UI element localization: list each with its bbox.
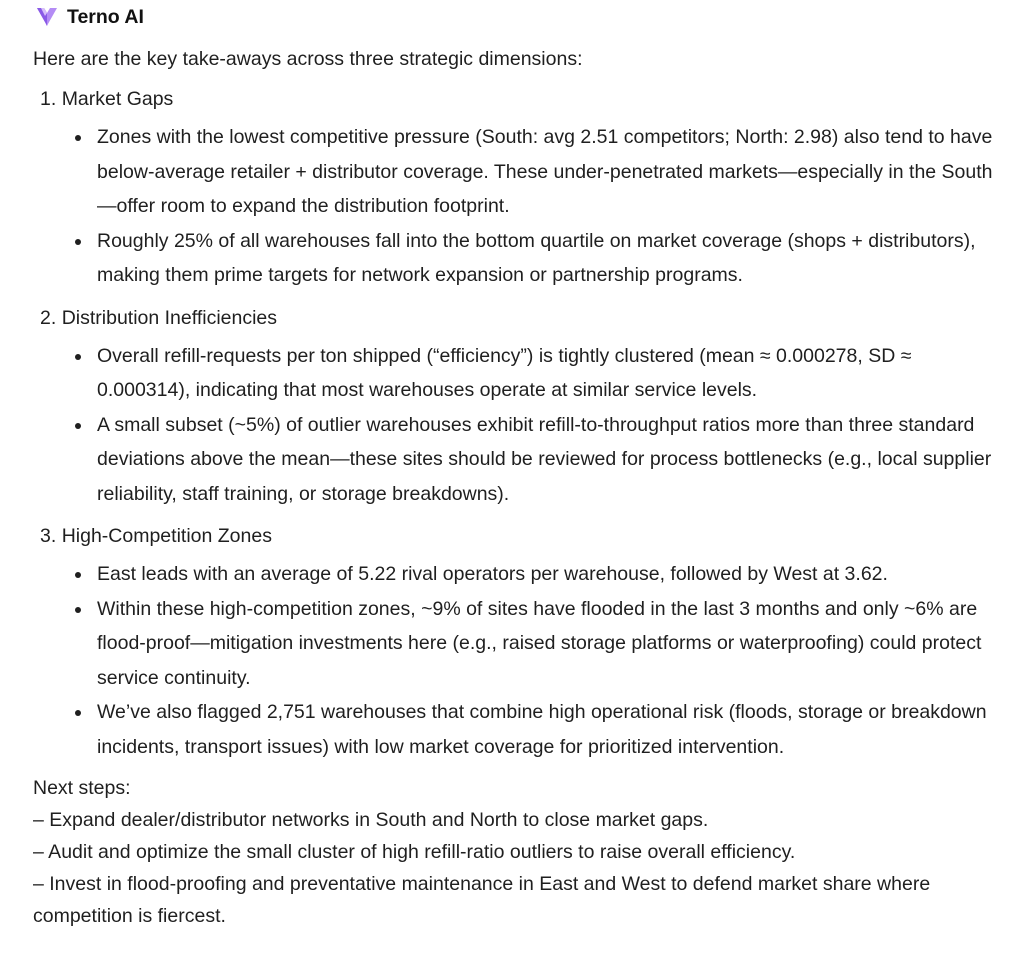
section — [33, 84, 1008, 293]
terno-logo-icon — [35, 5, 59, 29]
bullet-icon — [75, 572, 81, 578]
list-item-text: Overall refill-requests per ton shipped (“efficiency”) is tightly clustered (mean ≈ 0.000278, SD ≈ 0.000314), indicating that most warehouses operate at similar service levels. — [97, 344, 912, 401]
section-number: 1. — [40, 88, 57, 110]
list-item-text: Within these high-competition zones, ~9% of sites have flooded in the last 3 months and only ~6% are flood-proof—mitigation investments here (e.g., raised storage platforms or waterproofing) could protect service continuity. — [97, 597, 982, 689]
section — [33, 303, 1008, 512]
list-item-text: We’ve also flagged 2,751 warehouses that combine high operational risk (floods, storage or breakdown incidents, transport issues) with low market coverage for prioritized intervention. — [97, 701, 987, 758]
intro-text: Here are the key take-aways across three strategic dimensions: — [33, 48, 583, 70]
list-item — [33, 408, 1008, 512]
section-title-text: High-Competition Zones — [61, 525, 272, 547]
list-item — [33, 224, 1008, 293]
bullet-list — [33, 339, 1008, 512]
list-item — [33, 592, 1008, 696]
section-title — [33, 521, 1008, 551]
list-item — [33, 339, 1008, 408]
sections-list — [33, 84, 1008, 764]
bullet-list — [33, 120, 1008, 293]
list-item — [33, 557, 1008, 592]
list-item — [33, 120, 1008, 224]
section — [33, 521, 1008, 764]
bullet-icon — [75, 710, 81, 716]
section-number: 2. — [40, 306, 57, 329]
section-number: 3. — [40, 525, 57, 547]
bullet-icon — [75, 423, 81, 429]
section-title — [33, 84, 1008, 114]
next-step-item: – Invest in flood-proofing and preventative maintenance in East and West to defend market share where competition is fiercest. — [33, 873, 931, 927]
bullet-icon — [75, 239, 81, 245]
sender-name: Terno AI — [67, 5, 144, 28]
next-step-item: – Expand dealer/distributor networks in South and North to close market gaps. — [33, 809, 709, 831]
list-item-text: Roughly 25% of all warehouses fall into the bottom quartile on market coverage (shops + distributors), making them prime targets for network expansion or partnership programs. — [97, 229, 976, 286]
bullet-icon — [75, 607, 81, 613]
section-title — [33, 303, 1008, 333]
list-item-text: East leads with an average of 5.22 rival operators per warehouse, followed by West at 3.62. — [97, 563, 888, 585]
bullet-icon — [75, 135, 81, 141]
next-step-item: – Audit and optimize the small cluster of high refill-ratio outliers to raise overall efficiency. — [33, 841, 796, 863]
section-title-text: Distribution Inefficiencies — [61, 306, 278, 329]
bullet-icon — [75, 354, 81, 360]
assistant-message — [33, 0, 1008, 932]
bullet-list — [33, 557, 1008, 764]
section-title-text: Market Gaps — [61, 88, 174, 110]
next-steps — [33, 772, 1008, 932]
list-item — [33, 695, 1008, 764]
list-item-text: A small subset (~5%) of outlier warehouses exhibit refill-to-throughput ratios more than three standard deviations above the mean—these sites should be reviewed for process bottlenecks (e.g., local supplier reliability, staff training, or storage breakdowns). — [97, 413, 992, 505]
message-header — [35, 0, 1008, 34]
list-item-text: Zones with the lowest competitive pressure (South: avg 2.51 competitors; North: 2.98) also tend to have below-average retailer + distributor coverage. These under-penetrated markets—especially in the South—offer room to expand the distribution footprint. — [97, 126, 993, 217]
next-steps-heading: Next steps: — [33, 777, 131, 799]
